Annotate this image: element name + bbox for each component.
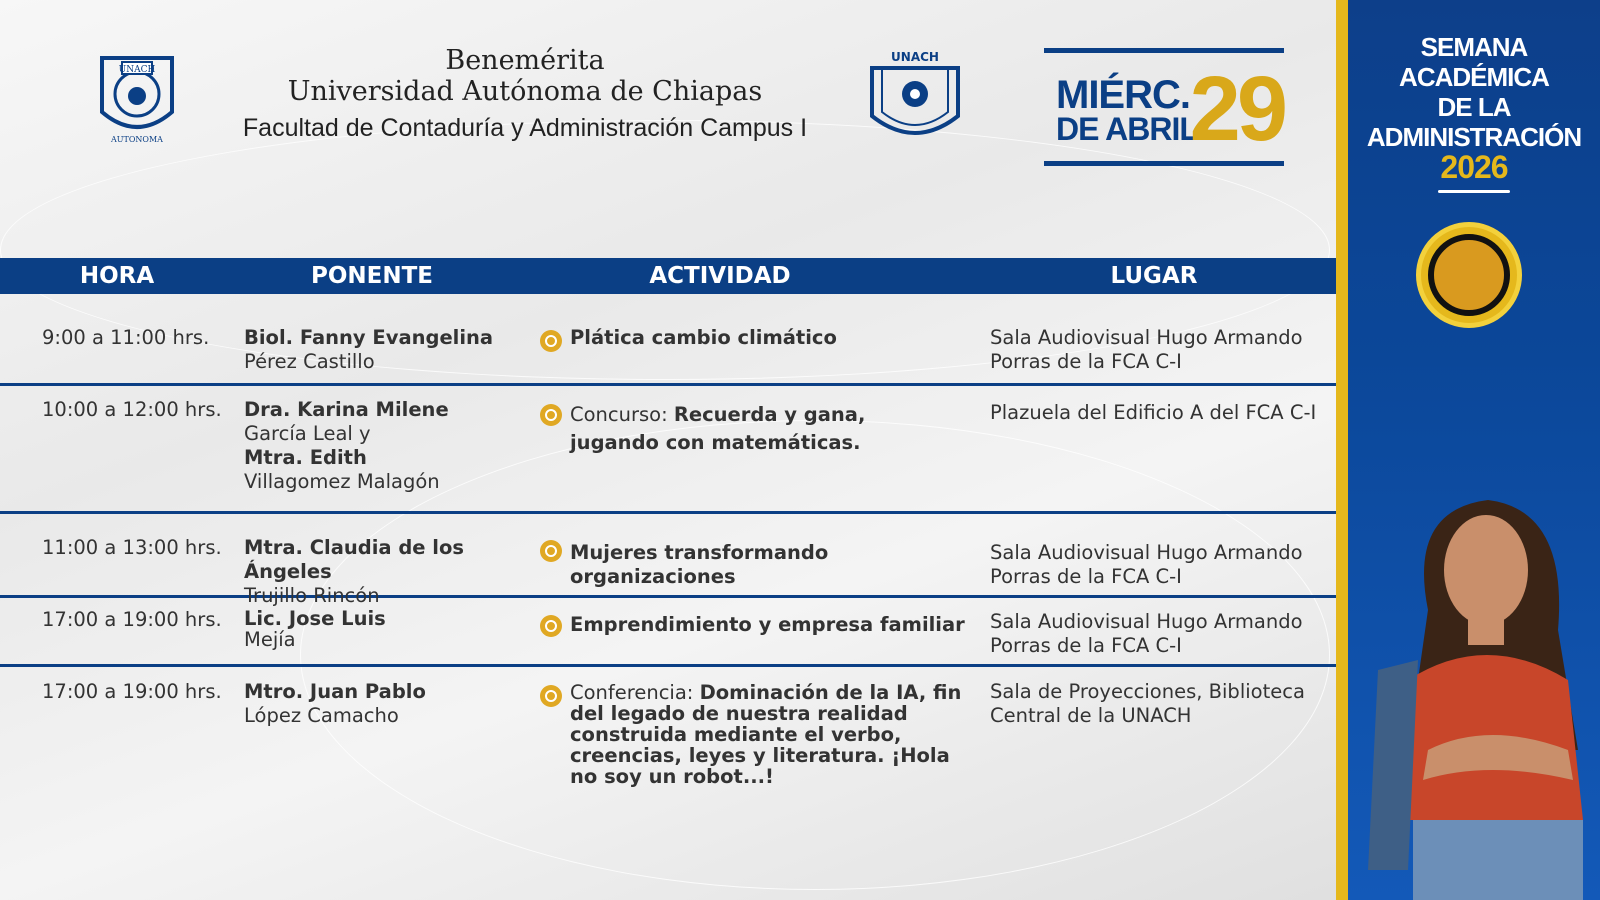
speaker bbox=[244, 326, 534, 374]
speaker-surname: López Camacho bbox=[244, 704, 399, 727]
target-icon bbox=[540, 404, 562, 426]
speaker-surname: García Leal y bbox=[244, 422, 371, 445]
speaker2-name: Mtra. Edith bbox=[244, 446, 367, 469]
activity-title: Emprendimiento y empresa familiar bbox=[570, 613, 965, 636]
table-row bbox=[0, 386, 1336, 514]
activity bbox=[570, 541, 985, 589]
table-row bbox=[0, 667, 1336, 900]
unach-seal-logo bbox=[88, 52, 186, 144]
speaker2-surname: Villagomez Malagón bbox=[244, 470, 440, 493]
time: 17:00 a 19:00 hrs. bbox=[42, 680, 222, 703]
speaker-name: Mtro. Juan Pablo bbox=[244, 680, 426, 703]
event-title-line: DE LA bbox=[1437, 92, 1511, 122]
speaker-surname: Pérez Castillo bbox=[244, 350, 375, 373]
time: 9:00 a 11:00 hrs. bbox=[42, 326, 210, 349]
month: DE ABRIL bbox=[1056, 111, 1198, 147]
location: Sala Audiovisual Hugo Armando Porras de la FCA C-I bbox=[990, 326, 1303, 373]
university-title bbox=[230, 46, 820, 148]
weekday: MIÉRC. bbox=[1056, 73, 1190, 117]
activity-title: Plática cambio climático bbox=[570, 326, 837, 349]
speaker-name: Lic. Jose Luis bbox=[244, 607, 386, 630]
target-icon bbox=[540, 615, 562, 637]
speaker-name: Mtra. Claudia de los Ángeles bbox=[244, 536, 464, 583]
location: Plazuela del Edificio A del FCA C-I bbox=[990, 401, 1317, 424]
divider bbox=[1438, 190, 1510, 193]
speaker-name: Biol. Fanny Evangelina bbox=[244, 326, 494, 349]
speaker bbox=[244, 680, 534, 728]
activity-title: Mujeres transformando organizaciones bbox=[570, 541, 829, 588]
event-title-line: SEMANA bbox=[1420, 32, 1528, 62]
time: 17:00 a 19:00 hrs. bbox=[42, 608, 222, 631]
activity bbox=[570, 326, 985, 350]
activity bbox=[570, 401, 870, 457]
speaker bbox=[244, 398, 534, 494]
date-box bbox=[1044, 48, 1284, 166]
ocelot-mascot-icon bbox=[1416, 222, 1522, 328]
event-sidebar bbox=[1336, 0, 1600, 900]
table-row bbox=[0, 514, 1336, 607]
faculty-name: Facultad de Contaduría y Administración Campus I bbox=[242, 114, 808, 142]
header-ponente: PONENTE bbox=[310, 263, 434, 289]
speaker-surname: Trujillo Rincón bbox=[244, 584, 380, 607]
event-title bbox=[1348, 32, 1600, 185]
activity-title: Dominación de la IA, fin del legado de nuestra realidad construida mediante el verbo, creencias, leyes y literatura. ¡Hola no soy un robot...! bbox=[570, 681, 962, 788]
university-line1: Benemérita bbox=[445, 45, 605, 76]
time: 11:00 a 13:00 hrs. bbox=[42, 536, 222, 559]
speaker-name: Dra. Karina Milene bbox=[244, 398, 449, 421]
table-row bbox=[0, 598, 1336, 667]
event-title-line: ACADÉMICA bbox=[1399, 62, 1549, 92]
faculty-logo bbox=[866, 50, 964, 148]
table-header bbox=[0, 258, 1336, 294]
activity-title: Recuerda y gana, jugando con matemáticas. bbox=[570, 403, 866, 454]
university-line2: Universidad Autónoma de Chiapas bbox=[287, 76, 763, 107]
time: 10:00 a 12:00 hrs. bbox=[42, 398, 222, 421]
target-icon bbox=[540, 330, 562, 352]
svg-text:UNACH: UNACH bbox=[891, 50, 939, 64]
activity bbox=[570, 682, 980, 787]
activity bbox=[570, 613, 985, 637]
speaker-surname: Mejía bbox=[244, 628, 296, 651]
svg-text:UNACH: UNACH bbox=[118, 65, 156, 75]
activity-type: Concurso: bbox=[570, 403, 674, 426]
target-icon bbox=[540, 540, 562, 562]
activity-type: Conferencia: bbox=[570, 681, 700, 704]
location: Sala Audiovisual Hugo Armando Porras de la FCA C-I bbox=[990, 541, 1303, 588]
student-photo bbox=[1368, 490, 1600, 900]
svg-text:AUTONOMA: AUTONOMA bbox=[111, 135, 163, 144]
event-year: 2026 bbox=[1440, 149, 1508, 185]
header-hora: HORA bbox=[79, 263, 155, 289]
location: Sala de Proyecciones, Biblioteca Central de la UNACH bbox=[990, 680, 1305, 727]
event-title-line: ADMINISTRACIÓN bbox=[1366, 122, 1582, 152]
header-actividad: ACTIVIDAD bbox=[649, 263, 791, 289]
speaker bbox=[244, 608, 534, 650]
location: Sala Audiovisual Hugo Armando Porras de la FCA C-I bbox=[990, 610, 1303, 657]
header-lugar: LUGAR bbox=[1110, 263, 1198, 289]
target-icon bbox=[540, 685, 562, 707]
day-number: 29 bbox=[1189, 58, 1284, 160]
table-row bbox=[0, 294, 1336, 386]
